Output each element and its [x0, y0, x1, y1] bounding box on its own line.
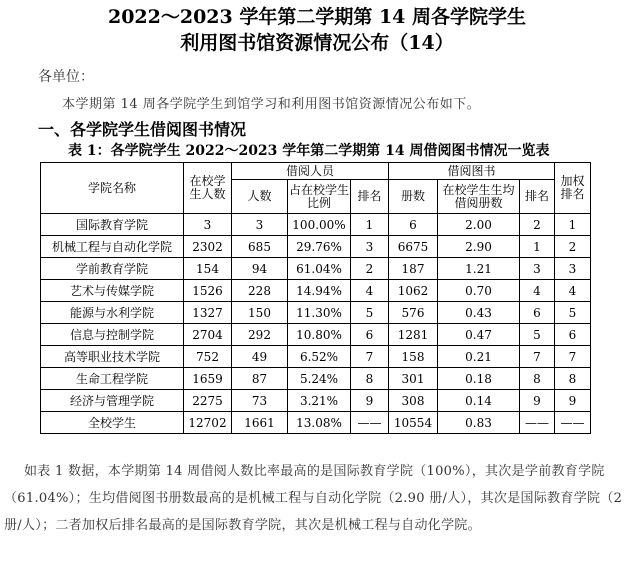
table-cell: 154: [184, 258, 232, 280]
table-cell: 10.80%: [288, 324, 351, 346]
table-cell: 1: [555, 214, 591, 236]
table-cell: 187: [389, 258, 438, 280]
header-people: 人数: [232, 180, 288, 214]
borrowing-table: [40, 162, 591, 434]
section-heading: 一、各学院学生借阅图书情况: [38, 120, 247, 139]
table-row: [41, 346, 591, 368]
page-title-line-1: 2022～2023 学年第二学期第 14 周各学院学生: [107, 6, 527, 28]
table-cell: 0.43: [438, 302, 520, 324]
header-rank-2: 排名: [520, 180, 555, 214]
table-cell: 11.30%: [288, 302, 351, 324]
table-row: [41, 368, 591, 390]
table-cell: 61.04%: [288, 258, 351, 280]
page-title-line-2: 利用图书馆资源情况公布（14）: [180, 32, 454, 54]
table-cell: 12702: [184, 412, 232, 434]
table-cell: 576: [389, 302, 438, 324]
table-cell: 3.21%: [288, 390, 351, 412]
table-cell: 8: [520, 368, 555, 390]
table-cell: 0.14: [438, 390, 520, 412]
table-cell: 685: [232, 236, 288, 258]
table-cell: 2: [555, 236, 591, 258]
table-cell: 301: [389, 368, 438, 390]
addressee: 各单位：: [38, 69, 94, 85]
table-cell: 6: [520, 302, 555, 324]
table-cell: 2: [351, 258, 389, 280]
table-cell: 5: [520, 324, 555, 346]
header-volumes: 册数: [389, 180, 438, 214]
table-cell: 6: [555, 324, 591, 346]
college-name-cell: 国际教育学院: [41, 214, 184, 236]
table-cell: 6.52%: [288, 346, 351, 368]
table-cell: 2275: [184, 390, 232, 412]
table-cell: 49: [232, 346, 288, 368]
table-cell: 752: [184, 346, 232, 368]
header-enrolled: 在校学生人数: [184, 163, 232, 214]
table-cell: 3: [520, 258, 555, 280]
table-cell: 13.08%: [288, 412, 351, 434]
table-cell: 1062: [389, 280, 438, 302]
table-cell: 6: [389, 214, 438, 236]
table-cell: 2.00: [438, 214, 520, 236]
header-college: 学院名称: [41, 163, 184, 214]
table-cell: 2.90: [438, 236, 520, 258]
college-name-cell: 高等职业技术学院: [41, 346, 184, 368]
table-cell: 9: [555, 390, 591, 412]
table-cell: 100.00%: [288, 214, 351, 236]
college-name-cell: 生命工程学院: [41, 368, 184, 390]
table-cell: 94: [232, 258, 288, 280]
table-cell: 4: [555, 280, 591, 302]
table-row: [41, 390, 591, 412]
table-cell: 3: [555, 258, 591, 280]
table-cell: 73: [232, 390, 288, 412]
table-cell: 3: [351, 236, 389, 258]
table-cell: 1659: [184, 368, 232, 390]
table-cell: 228: [232, 280, 288, 302]
table-cell: 0.83: [438, 412, 520, 434]
table-cell: 0.21: [438, 346, 520, 368]
header-rank: 排名: [351, 180, 389, 214]
intro-paragraph: 本学期第 14 周各学院学生到馆学习和利用图书馆资源情况公布如下。: [62, 97, 481, 112]
table-cell: 1661: [232, 412, 288, 434]
table-cell: ——: [351, 412, 389, 434]
table-row: [41, 258, 591, 280]
table-cell: 5.24%: [288, 368, 351, 390]
header-borrowers-group: 借阅人员: [232, 163, 389, 180]
table-cell: 1327: [184, 302, 232, 324]
college-name-cell: 经济与管理学院: [41, 390, 184, 412]
college-name-cell: 信息与控制学院: [41, 324, 184, 346]
table-cell: 5: [555, 302, 591, 324]
table-cell: 7: [351, 346, 389, 368]
table-cell: 2: [520, 214, 555, 236]
header-per-capita: 在校学生生均借阅册数: [438, 180, 520, 214]
table-cell: 1: [351, 214, 389, 236]
college-name-cell: 机械工程与自动化学院: [41, 236, 184, 258]
header-weighted-rank: 加权排名: [555, 163, 591, 214]
table-cell: 292: [232, 324, 288, 346]
table-cell: 3: [232, 214, 288, 236]
table-cell: 10554: [389, 412, 438, 434]
table-body: [41, 214, 591, 434]
table-cell: 158: [389, 346, 438, 368]
table-cell: 308: [389, 390, 438, 412]
table-cell: 0.47: [438, 324, 520, 346]
table-cell: 4: [351, 280, 389, 302]
table-row: [41, 412, 591, 434]
table-row: [41, 324, 591, 346]
table-cell: 9: [520, 390, 555, 412]
table-cell: 8: [555, 368, 591, 390]
table-cell: 4: [520, 280, 555, 302]
header-ratio: 占在校学生比例: [288, 180, 351, 214]
table-row: [41, 280, 591, 302]
header-books-group: 借阅图书: [389, 163, 555, 180]
table-row: [41, 214, 591, 236]
table-cell: 1.21: [438, 258, 520, 280]
college-name-cell: 学前教育学院: [41, 258, 184, 280]
summary-paragraph: 如表 1 数据，本学期第 14 周借阅人数比率最高的是国际教育学院（100%），其次是学前教育学院（61.04%）；生均借阅图书册数最高的是机械工程与自动化学院（2.90 册/人），其次是国际教育学院（2 册/人）；二者加权后排名最高的是国际教育学院，其次是机械工程与自动化学院。: [4, 464, 623, 533]
table-cell: ——: [555, 412, 591, 434]
table-cell: 3: [184, 214, 232, 236]
table-cell: ——: [520, 412, 555, 434]
table-cell: 5: [351, 302, 389, 324]
table-cell: 9: [351, 390, 389, 412]
table-cell: 6: [351, 324, 389, 346]
table-cell: 14.94%: [288, 280, 351, 302]
table-cell: 87: [232, 368, 288, 390]
table-cell: 1281: [389, 324, 438, 346]
table-cell: 6675: [389, 236, 438, 258]
college-name-cell: 全校学生: [41, 412, 184, 434]
table-cell: 1526: [184, 280, 232, 302]
table-cell: 7: [555, 346, 591, 368]
table-cell: 29.76%: [288, 236, 351, 258]
table-cell: 2302: [184, 236, 232, 258]
college-name-cell: 艺术与传媒学院: [41, 280, 184, 302]
table-row: [41, 236, 591, 258]
table-cell: 0.70: [438, 280, 520, 302]
table-cell: 1: [520, 236, 555, 258]
table-cell: 2704: [184, 324, 232, 346]
table-caption: 表 1：各学院学生 2022～2023 学年第二学期第 14 周借阅图书情况一览表: [68, 143, 550, 159]
table-cell: 8: [351, 368, 389, 390]
table-row: [41, 302, 591, 324]
table-cell: 150: [232, 302, 288, 324]
table-cell: 0.18: [438, 368, 520, 390]
college-name-cell: 能源与水利学院: [41, 302, 184, 324]
table-cell: 7: [520, 346, 555, 368]
